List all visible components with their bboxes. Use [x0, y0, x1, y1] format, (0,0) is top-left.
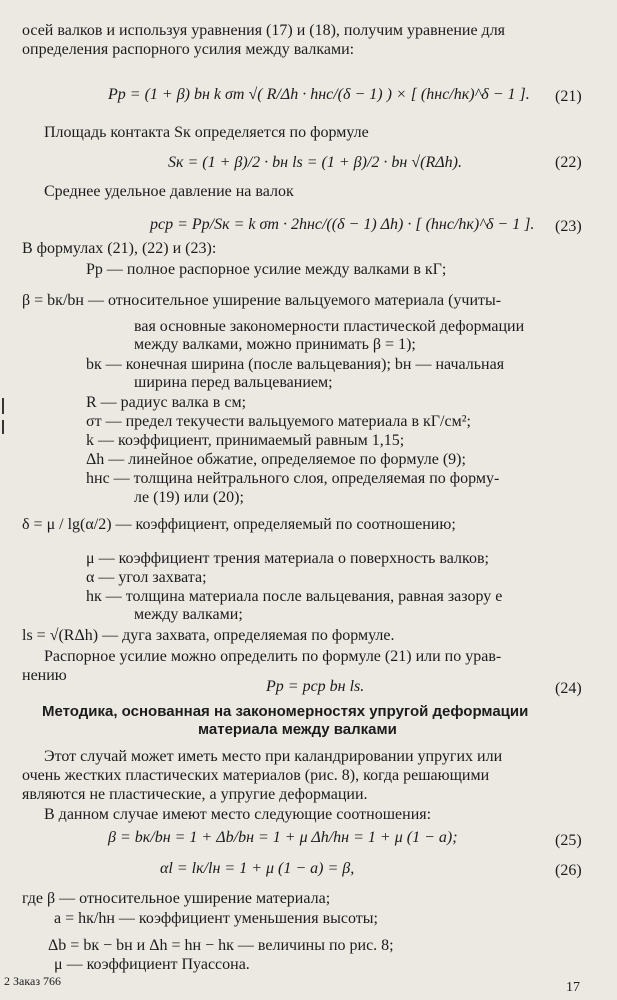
legend-item: Pр — полное распорное усилие между валками в кГ; [86, 261, 447, 278]
margin-mark [2, 398, 4, 414]
printer-signature: 2 Заказ 766 [4, 974, 62, 988]
text-line: очень жестких пластических материалов (рис. 8), когда решающими [22, 767, 490, 784]
equation-25: β = bк/bн = 1 + Δb/bн = 1 + μ Δh/hн = 1 + μ (1 − a); [108, 829, 458, 846]
legend-item: Δb = bк − bн и Δh = hн − hк — величины по рис. 8; [48, 937, 394, 954]
equation-21: Pр = (1 + β) bн k σт √( R/Δh · hнс/(δ − 1) ) × [ (hнс/hк)^δ − 1 ]. [108, 86, 530, 103]
equation-23: pср = Pр/Sк = k σт · 2hнс/((δ − 1) Δh) · [ (hнс/hк)^δ − 1 ]. [150, 216, 535, 233]
equation-number: (22) [555, 154, 582, 171]
equation-24: Pр = pср bн ls. [266, 678, 365, 695]
text-line: между валками, можно принимать β = 1); [134, 336, 416, 353]
legend-item: δ = μ / lg(α/2) — коэффициент, определяемый по соотношению; [22, 516, 456, 533]
text-line: Площадь контакта Sк определяется по формуле [44, 124, 369, 141]
section-heading: Методика, основанная на закономерностях упругой деформации [42, 703, 529, 720]
text-line: В формулах (21), (22) и (23): [22, 240, 217, 257]
legend-item: k — коэффициент, принимаемый равным 1,15; [86, 432, 405, 449]
legend-item: hнс — толщина нейтрального слоя, определяемая по форму- [86, 470, 500, 487]
equation-number: (25) [555, 832, 582, 849]
legend-item: a = hк/hн — коэффициент уменьшения высоты; [54, 910, 378, 927]
legend-item: где β — относительное уширение материала; [22, 890, 331, 907]
legend-item: α — угол захвата; [86, 569, 207, 586]
legend-item: μ — коэффициент трения материала о поверхность валков; [86, 550, 489, 567]
legend-item: Δh — линейное обжатие, определяемое по формуле (9); [86, 451, 466, 468]
legend-item: μ — коэффициент Пуассона. [54, 956, 250, 973]
text-line: нению [22, 667, 67, 684]
section-heading: материала между валками [198, 721, 397, 738]
equation-number: (21) [555, 88, 582, 105]
equation-number: (26) [555, 862, 582, 879]
text-line: осей валков и используя уравнения (17) и (18), получим уравнение для [22, 22, 506, 39]
text-line: являются не пластические, а упругие деформации. [22, 786, 368, 803]
text-line: В данном случае имеют место следующие соотношения: [44, 806, 432, 823]
text-line: ле (19) или (20); [134, 489, 244, 506]
margin-mark [2, 420, 4, 434]
text-line: Этот случай может иметь место при каландрировании упругих или [44, 748, 503, 765]
equation-number: (24) [555, 680, 582, 697]
legend-item: σт — предел текучести вальцуемого материала в кГ/см²; [86, 413, 471, 430]
equation-26: αl = lк/lн = 1 + μ (1 − a) = β, [160, 860, 355, 877]
text-line: вая основные закономерности пластической деформации [134, 318, 525, 335]
text-line: Распорное усилие можно определить по формуле (21) или по урав- [44, 648, 502, 665]
text-line: определения распорного усилия между валками: [22, 41, 355, 58]
legend-item: hк — толщина материала после вальцевания, равная зазору е [86, 588, 503, 605]
legend-item: bк — конечная ширина (после вальцевания); bн — начальная [86, 356, 505, 373]
equation-number: (23) [555, 218, 582, 235]
equation-22: Sк = (1 + β)/2 · bн ls = (1 + β)/2 · bн √(RΔh). [168, 154, 462, 171]
legend-item: β = bк/bн — относительное уширение вальцуемого материала (учиты- [22, 292, 502, 309]
legend-item: R — радиус валка в см; [86, 394, 247, 411]
legend-item: ls = √(RΔh) — дуга захвата, определяемая по формуле. [22, 627, 395, 644]
text-line: Среднее удельное давление на валок [44, 183, 294, 200]
text-line: ширина перед вальцеванием; [134, 374, 333, 391]
page-number: 17 [566, 980, 580, 995]
text-line: между валками; [134, 606, 243, 623]
